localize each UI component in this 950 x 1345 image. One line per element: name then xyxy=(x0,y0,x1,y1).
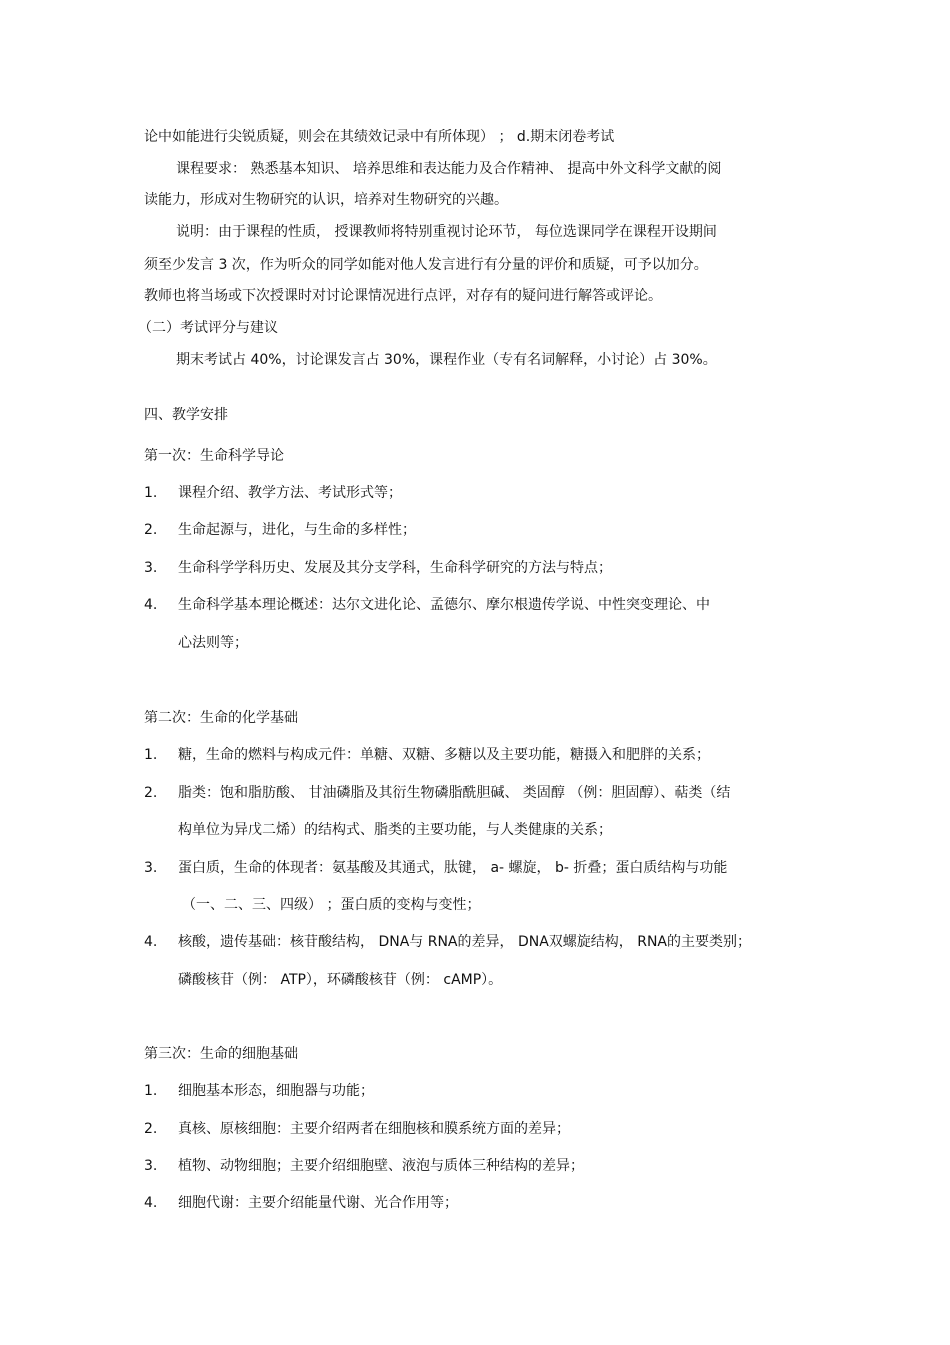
grading-line: 期末考试占 40%，讨论课发言占 30%，课程作业（专有名词解释，小讨论）占 30%。 xyxy=(176,352,717,368)
section-heading: 四、教学安排 xyxy=(144,407,228,423)
list-item-text: 细胞基本形态，细胞器与功能； xyxy=(178,1083,374,1099)
list-item-text: 生命起源与，进化，与生命的多样性； xyxy=(178,522,416,538)
explanation-cont-1: 须至少发言 3 次，作为听众的同学如能对他人发言进行有分量的评价和质疑，可予以加分。 xyxy=(144,257,708,273)
list-item-text: 糖，生命的燃料与构成元件：单糖、双糖、多糖以及主要功能，糖摄入和肥胖的关系； xyxy=(178,747,710,763)
list-item-text: 生命科学学科历史、发展及其分支学科，生命科学研究的方法与特点； xyxy=(178,560,612,576)
list-item-continuation: （一、二、三、四级） ；蛋白质的变构与变性； xyxy=(182,897,481,913)
list-item-number: 1. xyxy=(144,1083,158,1099)
list-item-number: 1. xyxy=(144,485,158,501)
course-requirements-line: 课程要求： 熟悉基本知识、 培养思维和表达能力及合作精神、 提高中外文科学文献的阅 xyxy=(176,161,722,177)
list-item-text: 细胞代谢：主要介绍能量代谢、光合作用等； xyxy=(178,1195,458,1211)
subsection-heading: （二）考试评分与建议 xyxy=(138,320,278,336)
list-item-text: 核酸，遗传基础：核苷酸结构， DNA与 RNA的差异， DNA双螺旋结构， RNA的主要类别； xyxy=(178,934,752,950)
session-title: 第三次：生命的细胞基础 xyxy=(144,1046,298,1062)
list-item-continuation: 构单位为异戊二烯）的结构式、脂类的主要功能，与人类健康的关系； xyxy=(178,822,612,838)
explanation-cont-2: 教师也将当场或下次授课时对讨论课情况进行点评，对存有的疑问进行解答或评论。 xyxy=(144,288,662,304)
list-item-number: 3. xyxy=(144,860,158,876)
course-requirements-cont: 读能力，形成对生物研究的认识，培养对生物研究的兴趣。 xyxy=(144,192,508,208)
explanation-line: 说明：由于课程的性质， 授课教师将特别重视讨论环节， 每位选课同学在课程开设期间 xyxy=(176,224,717,240)
list-item-number: 4. xyxy=(144,1195,158,1211)
list-item-number: 3. xyxy=(144,560,158,576)
list-item-text: 课程介绍、教学方法、考试形式等； xyxy=(178,485,402,501)
list-item-number: 4. xyxy=(144,597,158,613)
list-item-number: 2. xyxy=(144,785,158,801)
list-item-text: 蛋白质，生命的体现者：氨基酸及其通式，肽键， a- 螺旋， b- 折叠；蛋白质结构与功能 xyxy=(178,860,728,876)
list-item-text: 生命科学基本理论概述：达尔文进化论、孟德尔、摩尔根遗传学说、中性突变理论、中 xyxy=(178,597,710,613)
list-item-number: 4. xyxy=(144,934,158,950)
list-item-number: 2. xyxy=(144,522,158,538)
list-item-text: 脂类：饱和脂肪酸、 甘油磷脂及其衍生物磷脂酰胆碱、 类固醇 （例：胆固醇）、萜类（结 xyxy=(178,785,731,801)
list-item-number: 1. xyxy=(144,747,158,763)
list-item-text: 真核、原核细胞：主要介绍两者在细胞核和膜系统方面的差异； xyxy=(178,1121,570,1137)
list-item-number: 2. xyxy=(144,1121,158,1137)
session-title: 第二次：生命的化学基础 xyxy=(144,710,298,726)
list-item-text: 植物、动物细胞；主要介绍细胞壁、液泡与质体三种结构的差异； xyxy=(178,1158,584,1174)
intro-line-1: 论中如能进行尖锐质疑，则会在其绩效记录中有所体现） ； d.期末闭卷考试 xyxy=(144,129,615,145)
list-item-number: 3. xyxy=(144,1158,158,1174)
list-item-continuation: 心法则等； xyxy=(178,635,248,651)
list-item-continuation: 磷酸核苷（例： ATP），环磷酸核苷（例： cAMP）。 xyxy=(178,972,503,988)
session-title: 第一次：生命科学导论 xyxy=(144,448,284,464)
